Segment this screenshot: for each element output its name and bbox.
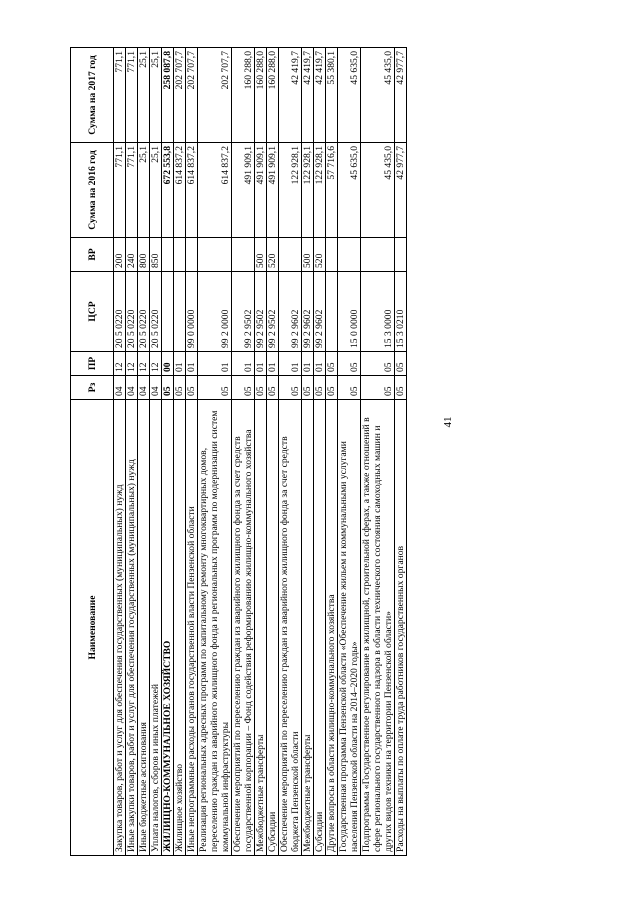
cell-rz: 05 [198,376,232,400]
cell-vr: 500 [255,238,267,272]
cell-name: Обеспечение мероприятий по переселению граждан из аварийного жилищного фонда за счет средств государственной корпорации – Фонд содействия реформированию жилищно-коммунального хозяйства [232,400,255,856]
cell-sum-2016: 614 837,2 [198,143,232,238]
cell-csr [162,272,174,352]
cell-sum-2017: 45 635,0 [338,48,361,143]
cell-pr: 01 [302,352,314,376]
cell-name: Другие вопросы в области жилищно-коммунального хозяйства [326,400,338,856]
cell-csr: 99 2 0000 [198,272,232,352]
cell-csr: 20 5 0220 [126,272,138,352]
cell-sum-2016: 614 837,2 [186,143,198,238]
cell-sum-2017: 771,1 [114,48,126,143]
cell-rz: 04 [138,376,150,400]
cell-name: Жилищное хозяйство [174,400,186,856]
header-pr: ПР [71,352,114,376]
cell-sum-2017: 258 087,8 [162,48,174,143]
header-vr: ВР [71,238,114,272]
header-name: Наименование [71,400,114,856]
cell-sum-2017: 45 435,0 [361,48,395,143]
table-row [326,48,338,856]
cell-pr: 01 [232,352,255,376]
cell-csr: 99 2 9602 [279,272,302,352]
cell-sum-2016: 672 553,8 [162,143,174,238]
cell-rz: 04 [126,376,138,400]
table-row [338,48,361,856]
cell-vr: 800 [138,238,150,272]
cell-sum-2016: 122 928,1 [314,143,326,238]
cell-sum-2016: 614 837,2 [174,143,186,238]
cell-pr: 12 [126,352,138,376]
cell-csr: 99 0 0000 [186,272,198,352]
cell-name: Субсидии [314,400,326,856]
cell-csr: 20 5 0220 [150,272,162,352]
header-row [71,48,114,856]
cell-name: Подпрограмма «Государственное регулирование в жилищной, строительной сферах, а также отношений в сфере регионального государственного надзора в области технического состояния самоходных машин и других видов техники на территории Пензенской области» [361,400,395,856]
cell-rz: 05 [279,376,302,400]
table-row [232,48,255,856]
cell-pr: 01 [267,352,279,376]
cell-name: Субсидии [267,400,279,856]
cell-pr: 01 [198,352,232,376]
cell-name: Обеспечение мероприятий по переселению граждан из аварийного жилищного фонда за счет средств бюджета Пензенской области [279,400,302,856]
header-rz: Рз [71,376,114,400]
cell-pr: 12 [114,352,126,376]
cell-sum-2016: 57 716,6 [326,143,338,238]
cell-sum-2016: 45 435,0 [361,143,395,238]
cell-sum-2016: 491 909,1 [232,143,255,238]
cell-vr: 520 [314,238,326,272]
cell-rz: 05 [186,376,198,400]
cell-name: Реализация региональных адресных программ по капитальному ремонту многоквартирных домов, переселению граждан из аварийного жилищного фонда и региональных программ по модернизации систем коммунальной инфраструктуры [198,400,232,856]
cell-sum-2016: 42 977,7 [395,143,407,238]
cell-rz: 05 [395,376,407,400]
table-row [126,48,138,856]
cell-pr: 00 [162,352,174,376]
cell-rz: 05 [338,376,361,400]
cell-name: Расходы на выплаты по оплате труда работников государственных органов [395,400,407,856]
cell-vr: 850 [150,238,162,272]
cell-sum-2016: 771,1 [126,143,138,238]
cell-pr: 05 [326,352,338,376]
cell-pr: 01 [279,352,302,376]
cell-csr: 15 0 0000 [338,272,361,352]
header-sum-2016: Сумма на 2016 год [71,143,114,238]
cell-csr: 99 2 9502 [267,272,279,352]
cell-vr: 520 [267,238,279,272]
table-row [361,48,395,856]
cell-vr [361,238,395,272]
cell-vr: 500 [302,238,314,272]
cell-vr [186,238,198,272]
table-row [114,48,126,856]
table-row [279,48,302,856]
cell-csr [326,272,338,352]
cell-sum-2017: 25,1 [138,48,150,143]
cell-name: Межбюджетные трансферты [255,400,267,856]
cell-rz: 05 [174,376,186,400]
cell-sum-2016: 25,1 [138,143,150,238]
cell-rz: 05 [255,376,267,400]
cell-pr: 01 [314,352,326,376]
table-row [267,48,279,856]
cell-sum-2017: 25,1 [150,48,162,143]
table-row [150,48,162,856]
cell-vr: 240 [126,238,138,272]
table-row [186,48,198,856]
cell-rz: 05 [162,376,174,400]
cell-pr: 05 [361,352,395,376]
cell-rz: 05 [326,376,338,400]
cell-vr [198,238,232,272]
page-number: 41 [442,416,454,428]
cell-rz: 05 [302,376,314,400]
cell-csr: 20 5 0220 [114,272,126,352]
cell-csr: 99 2 9602 [314,272,326,352]
cell-rz: 05 [267,376,279,400]
cell-pr: 05 [338,352,361,376]
cell-rz: 05 [361,376,395,400]
cell-name: Иные непрограммные расходы органов государственной власти Пензенской области [186,400,198,856]
header-sum-2017: Сумма на 2017 год [71,48,114,143]
cell-pr: 12 [138,352,150,376]
cell-csr: 99 2 9502 [255,272,267,352]
cell-sum-2016: 122 928,1 [302,143,314,238]
cell-sum-2017: 771,1 [126,48,138,143]
cell-name: Закупка товаров, работ и услуг для обеспечения государственных (муниципальных) нужд [114,400,126,856]
cell-sum-2016: 45 635,0 [338,143,361,238]
cell-sum-2017: 42 419,7 [302,48,314,143]
cell-rz: 05 [232,376,255,400]
cell-sum-2017: 202 707,7 [198,48,232,143]
cell-rz: 05 [314,376,326,400]
cell-name: Государственная программа Пензенской области «Обеспечение жильем и коммунальными услугами населения Пензенской области на 2014–2020 годы» [338,400,361,856]
cell-sum-2017: 160 288,0 [255,48,267,143]
table-row [138,48,150,856]
cell-sum-2017: 42 977,7 [395,48,407,143]
cell-csr: 99 2 9502 [232,272,255,352]
cell-sum-2017: 42 419,7 [279,48,302,143]
cell-vr [338,238,361,272]
table-row [198,48,232,856]
table-row [302,48,314,856]
cell-vr: 200 [114,238,126,272]
cell-name: ЖИЛИЩНО-КОММУНАЛЬНОЕ ХОЗЯЙСТВО [162,400,174,856]
cell-vr [174,238,186,272]
cell-rz: 04 [150,376,162,400]
table-row [395,48,407,856]
cell-rz: 04 [114,376,126,400]
cell-pr: 05 [395,352,407,376]
cell-sum-2017: 202 707,7 [186,48,198,143]
cell-sum-2017: 160 288,0 [267,48,279,143]
table-row [174,48,186,856]
cell-sum-2016: 122 928,1 [279,143,302,238]
cell-csr: 99 2 9602 [302,272,314,352]
cell-vr [395,238,407,272]
cell-vr [232,238,255,272]
cell-pr: 01 [174,352,186,376]
header-csr: ЦСР [71,272,114,352]
cell-name: Уплата налогов, сборов и иных платежей [150,400,162,856]
cell-vr [162,238,174,272]
cell-sum-2016: 491 909,1 [255,143,267,238]
cell-name: Иные бюджетные ассигнования [138,400,150,856]
cell-sum-2016: 771,1 [114,143,126,238]
cell-sum-2016: 25,1 [150,143,162,238]
cell-sum-2017: 202 707,7 [174,48,186,143]
cell-csr: 15 3 0210 [395,272,407,352]
cell-csr: 15 3 0000 [361,272,395,352]
cell-sum-2017: 160 288,0 [232,48,255,143]
cell-sum-2017: 42 419,7 [314,48,326,143]
table-row [314,48,326,856]
cell-sum-2016: 491 909,1 [267,143,279,238]
cell-vr [326,238,338,272]
cell-csr: 20 5 0220 [138,272,150,352]
cell-csr [174,272,186,352]
cell-name: Межбюджетные трансферты [302,400,314,856]
rotated-table-container [70,48,539,856]
cell-sum-2017: 55 380,1 [326,48,338,143]
cell-name: Иные закупки товаров, работ и услуг для обеспечения государственных (муниципальных) нужд [126,400,138,856]
cell-pr: 12 [150,352,162,376]
cell-vr [279,238,302,272]
table-row [162,48,174,856]
cell-pr: 01 [255,352,267,376]
budget-table [70,47,407,856]
table-row [255,48,267,856]
cell-pr: 01 [186,352,198,376]
